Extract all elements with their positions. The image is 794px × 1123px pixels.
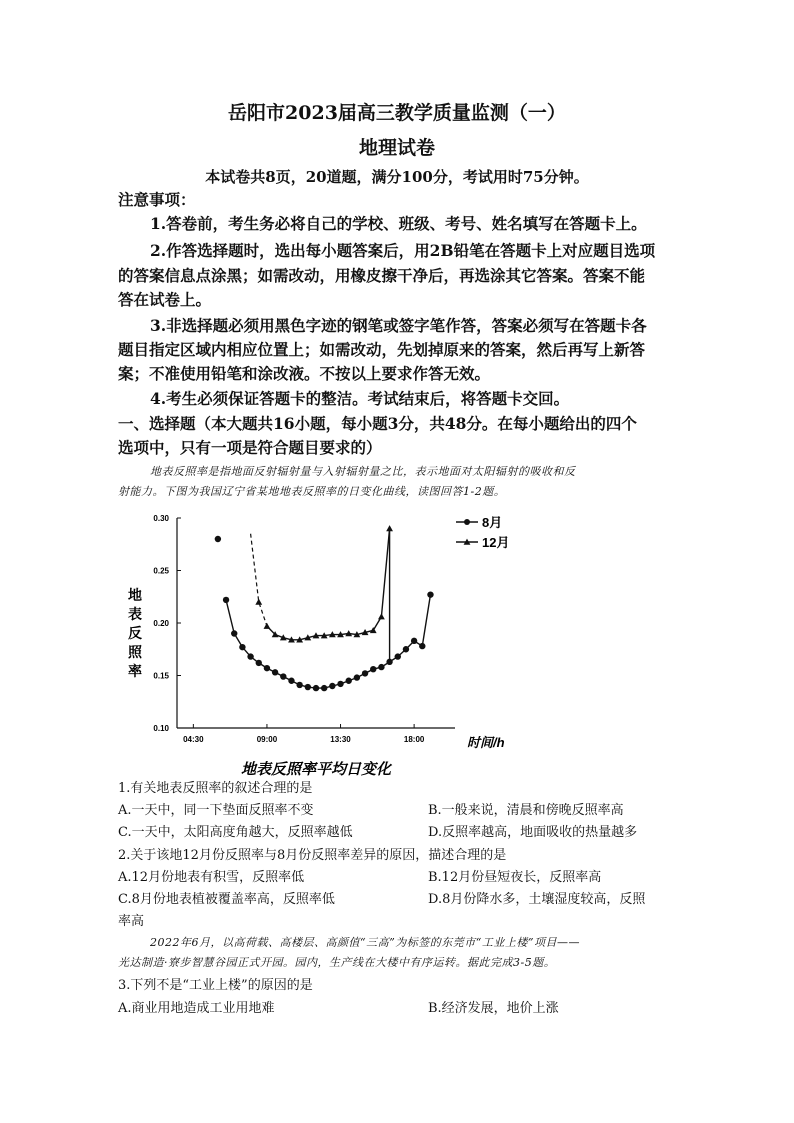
y-axis-label-char: 地 [128, 587, 142, 603]
series-8-point [321, 685, 327, 691]
series-8-point [288, 678, 294, 684]
x-tick-label: 04:30 [183, 735, 204, 744]
series-8-point [313, 685, 319, 691]
notice-item-3: 3.非选择题必须用黑色字迹的钢笔或签字笔作答，答案必须写在答题卡各 [150, 316, 647, 335]
series-8-point [215, 536, 221, 542]
series-8-point [329, 683, 335, 689]
series-8-point [231, 630, 237, 636]
question-3-option-a[interactable]: A.商业用地造成工业用地难 [118, 1001, 275, 1016]
notice-item-4: 4.考生必须保证答题卡的整洁。考试结束后，将答题卡交回。 [150, 389, 570, 408]
series-12-point [386, 525, 393, 531]
series-8-point [427, 591, 433, 597]
passage-2-line-2: 光达制造·寮步智慧谷园正式开园。园内，生产线在大楼中有序运转。据此完成3-5题。 [118, 956, 556, 969]
notice-item-3-cont: 题目指定区域内相应位置上；如需改动，先划掉原来的答案，然后再写上新答 [118, 340, 646, 359]
exam-title: 岳阳市2023届高三教学质量监测（一） [228, 102, 566, 124]
legend-label-12: 12月 [482, 535, 510, 550]
series-8-point [395, 653, 401, 659]
legend-marker-8 [464, 519, 470, 525]
series-12-point [264, 623, 271, 629]
series-8-point [247, 653, 253, 659]
y-axis-label-char: 反 [128, 625, 142, 641]
y-tick-label: 0.20 [153, 619, 169, 628]
notice-item-2-cont2: 答在试卷上。 [118, 290, 212, 309]
series-8-line [226, 595, 430, 688]
notice-item-2: 2.作答选择题时，选出每小题答案后，用2B铅笔在答题卡上对应题目选项 [150, 241, 656, 260]
series-12-point [378, 613, 385, 619]
series-8-point [280, 673, 286, 679]
series-8-point [305, 684, 311, 690]
question-1-option-b[interactable]: B.一般来说，清晨和傍晚反照率高 [428, 803, 624, 818]
question-1-option-a[interactable]: A.一天中，同一下垫面反照率不变 [118, 803, 314, 818]
series-8-point [337, 681, 343, 687]
series-8-point [403, 646, 409, 652]
x-tick-label: 09:00 [256, 735, 278, 744]
subject-title: 地理试卷 [358, 137, 435, 159]
y-axis-label-char: 率 [128, 663, 142, 679]
question-3-stem: 3.下列不是“工业上楼”的原因的是 [118, 978, 313, 993]
question-2-option-a[interactable]: A.12月份地表有积雪，反照率低 [118, 870, 305, 885]
series-12-point [370, 627, 377, 633]
exam-info: 本试卷共8页，20道题，满分100分，考试用时75分钟。 [205, 168, 589, 186]
series-8-point [419, 643, 425, 649]
x-tick-label: 13:30 [330, 735, 351, 744]
question-3-option-b[interactable]: B.经济发展，地价上涨 [428, 1001, 559, 1016]
question-2-option-d[interactable]: D.8月份降水多，土壤湿度较高，反照 [428, 892, 646, 907]
series-8-point [354, 674, 360, 680]
legend-label-8: 8月 [482, 515, 503, 530]
series-8-point [272, 669, 278, 675]
section-1-heading-cont: 选项中，只有一项是符合题目要求的） [118, 438, 382, 457]
series-8-point [223, 597, 229, 603]
y-tick-label: 0.10 [153, 724, 169, 733]
series-8-point [346, 678, 352, 684]
series-8-point [264, 665, 270, 671]
series-12-line [267, 529, 390, 640]
passage-1-line-1: 地表反照率是指地面反射辐射量与入射辐射量之比，表示地面对太阳辐射的吸收和反 [150, 465, 576, 478]
series-8-point [256, 660, 262, 666]
y-axis-label-char: 表 [128, 606, 142, 622]
series-8-point [370, 666, 376, 672]
chart-title: 地表反照率平均日变化 [240, 761, 392, 778]
question-1-stem: 1.有关地表反照率的叙述合理的是 [118, 781, 313, 796]
question-1-option-d[interactable]: D.反照率越高，地面吸收的热量越多 [428, 825, 638, 840]
series-12-point [255, 599, 262, 605]
passage-2-line-1: 2022年6月，以高荷载、高楼层、高颜值“三高”为标签的东莞市“工业上楼”项目—— [150, 936, 580, 949]
series-12-dash [251, 534, 267, 626]
notice-item-2-cont: 的答案信息点涂黑；如需改动，用橡皮擦干净后，再选涂其它答案。答案不能 [118, 266, 646, 285]
y-tick-label: 0.25 [153, 566, 169, 576]
question-2-option-d-wrap: 率高 [118, 914, 145, 929]
question-2-option-c[interactable]: C.8月份地表植被覆盖率高，反照率低 [118, 892, 335, 907]
series-8-point [296, 682, 302, 688]
series-8-point [411, 638, 417, 644]
y-axis-label-char: 照 [128, 644, 142, 660]
x-axis-label: 时间/h [467, 735, 505, 750]
albedo-chart [0, 508, 794, 778]
y-tick-label: 0.15 [153, 671, 169, 681]
series-8-point [362, 670, 368, 676]
notice-item-3-cont2: 案；不准使用铅笔和涂改液。不按以上要求作答无效。 [118, 364, 491, 383]
series-8-point [239, 644, 245, 650]
x-tick-label: 18:00 [403, 735, 425, 744]
y-tick-label: 0.30 [153, 514, 169, 523]
question-2-stem: 2.关于该地12月份反照率与8月份反照率差异的原因，描述合理的是 [118, 848, 507, 863]
notice-item-1: 1.答卷前，考生务必将自己的学校、班级、考号、姓名填写在答题卡上。 [150, 214, 647, 233]
series-8-point [378, 664, 384, 670]
question-2-option-b[interactable]: B.12月份昼短夜长，反照率高 [428, 870, 602, 885]
section-1-heading: 一、选择题（本大题共16小题，每小题3分，共48分。在每小题给出的四个 [118, 414, 637, 433]
passage-1-line-2: 射能力。下图为我国辽宁省某地地表反照率的日变化曲线，读图回答1-2题。 [118, 485, 506, 498]
question-1-option-c[interactable]: C.一天中，太阳高度角越大，反照率越低 [118, 825, 353, 840]
notice-heading: 注意事项： [118, 190, 196, 209]
